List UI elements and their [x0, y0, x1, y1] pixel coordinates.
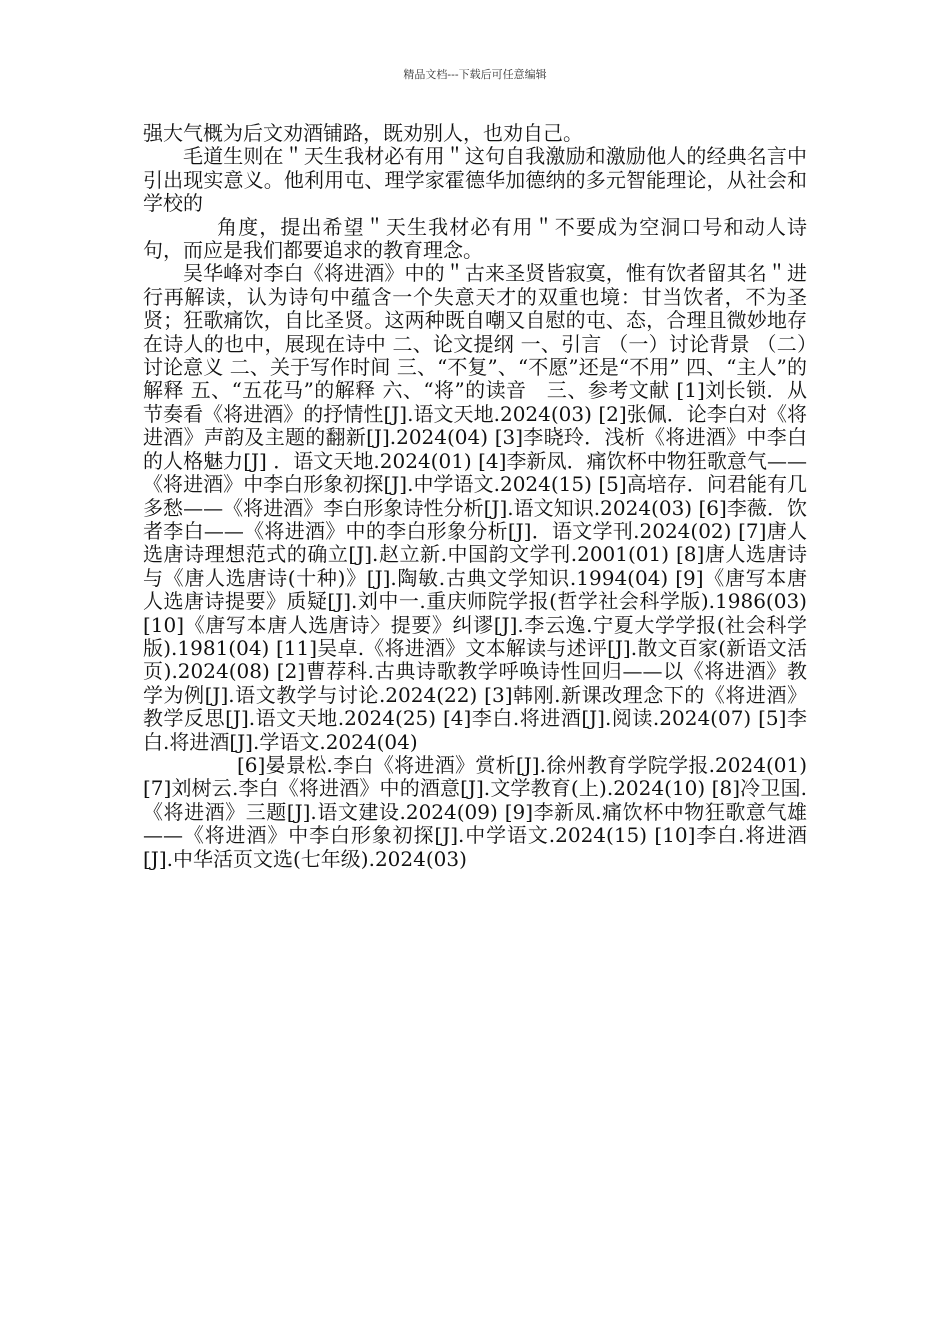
paragraph-3: 角度，提出希望＂天生我材必有用＂不要成为空洞口号和动人诗句，而应是我们都要追求的教育理念。 [143, 214, 807, 263]
paragraph-1: 强大气概为后文劝酒铺路，既劝别人，也劝自己。 [143, 121, 583, 145]
paragraph-2: 毛道生则在＂天生我材必有用＂这句自我激励和激励他人的经典名言中引出现实意义。他利用屯、理学家霍德华加德纳的多元智能理论，从社会和学校的 [143, 144, 807, 216]
document-body [143, 122, 807, 871]
paragraph-4-outline-references: 吴华峰对李白《将进酒》中的＂古来圣贤皆寂寞，惟有饮者留其名＂进行再解读，认为诗句中蕴含一个失意天才的双重也境：甘当饮者，不为圣贤；狂歌痛饮，自比圣贤。这两种既自嘲又自慰的屯、态，合理且微妙地存在诗人的也中，展现在诗中 二、论文提纲 一、引言 （一）讨论背景 （二）讨论意义 二、关于写作时间 三、“不复”、“不愿”还是“不用” 四、“主人”的解释 五、“五花马”的解释 六、“将”的读音 三、参考文献 [1]刘长锁．从节奏看《将进酒》的抒情性[J].语文天地.2024(03) [2]张佩．论李白对《将进酒》声韵及主题的翻新[J].2024(04) [3]李晓玲．浅析《将进酒》中李白的人格魅力[J] ．语文天地.2024(01) [4]李新凤．痛饮杯中物狂歌意气——《将进酒》中李白形象初探[J].中学语文.2024(15) [5]高培存．问君能有几多愁——《将进酒》李白形象诗性分析[J].语文知识.2024(03) [6]李薇．饮者李白——《将进酒》中的李白形象分析[J]．语文学刊.2024(02) [7]唐人选唐诗理想范式的确立[J].赵立新.中国韵文学刊.2001(01) [8]唐人选唐诗与《唐人选唐诗(十种)》[J].陶敏.古典文学知识.1994(04) [9]《唐写本唐人选唐诗提要》质疑[J].刘中一.重庆师院学报(哲学社会科学版).1986(03) [10]《唐写本唐人选唐诗〉提要》纠谬[J].李云逸.宁夏大学学报(社会科学版).1981(04) [11]吴卓.《将进酒》文本解读与述评[J].散文百家(新语文活页).2024(08) [2]曹荐科.古典诗歌教学呼唤诗性回归——以《将进酒》教学为例[J].语文教学与讨论.2024(22) [3]韩刚.新课改理念下的《将进酒》教学反思[J].语文天地.2024(25) [4]李白.将进酒[J].阅读.2024(07) [5]李白.将进酒[J].学语文.2024(04) [143, 261, 807, 754]
paragraph-5-references: [6]晏景松.李白《将进酒》赏析[J].徐州教育学院学报.2024(01) [7]刘树云.李白《将进酒》中的酒意[J].文学教育(上).2024(10) [8]冷卫国.《将进酒》三题[J].语文建设.2024(09) [9]李新凤.痛饮杯中物狂歌意气雄——《将进酒》中李白形象初探[J].中学语文.2024(15) [10]李白.将进酒[J].中华活页文选(七年级).2024(03) [143, 752, 807, 871]
page-header: 精品文档---下载后可任意编辑 [403, 68, 547, 81]
